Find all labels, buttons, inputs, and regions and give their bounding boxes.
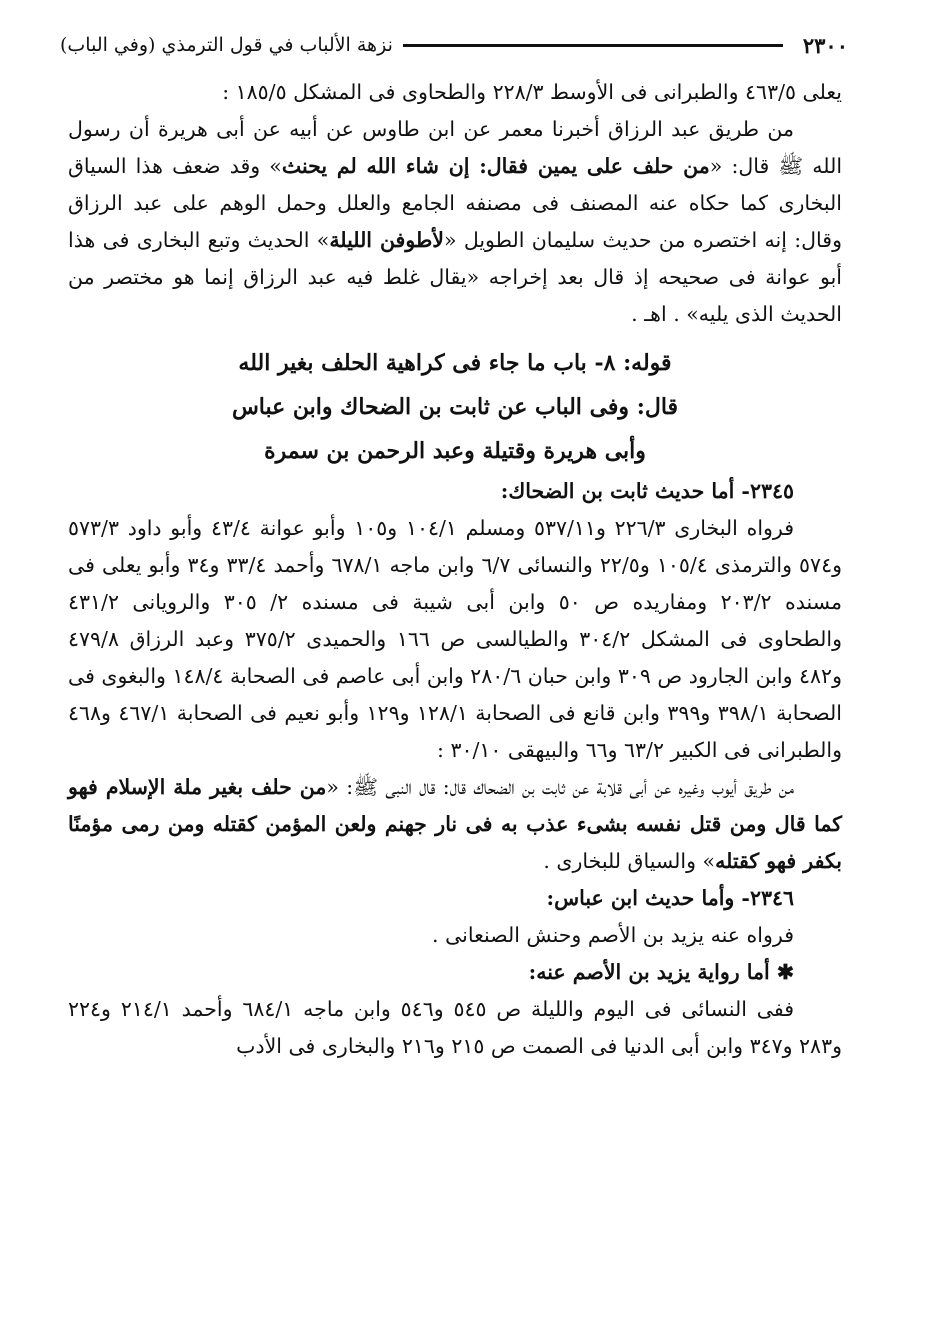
spacer [68,333,842,341]
page-body [68,74,842,1065]
page-number: ٢٣٠٠ [802,32,848,58]
paragraph-2 [68,111,842,333]
paragraph-2-text-a: من طريق عبد الرزاق أخبرنا معمر عن ابن طاوس عن أبيه عن أبى هريرة أن رسول الله ﷺ قال: « [68,117,843,178]
paragraph-5: فرواه عنه يزيد بن الأصم وحنش الصنعانى . [432,923,794,947]
chapter-heading-line-3: وأبى هريرة وقتيلة وعبد الرحمن بن سمرة [264,438,646,464]
paragraph-2-text-c: » الحديث وتبع البخارى فى هذا أبو عوانة فى صحيحه إذ قال بعد إخراجه «يقال غلط فيه عبد الرزاق إنما هو مختصر من الحديث الذى يليه» . اهـ . [68,228,842,326]
chapter-heading-line-1: قوله: ٨- باب ما جاء فى كراهية الحلف بغير الله [238,350,672,376]
paragraph-3: فرواه البخارى ٢٢٦/٣ و٥٣٧/١١ ومسلم ١٠٤/١ و١٠٥ وأبو عوانة ٤٣/٤ وأبو داود ٥٧٣/٣ و٥٧٤ والترمذى ١٠٥/٤ و٢٢/٥ والنسائى ٦/٧ وابن ماجه ٦٧٨/١ وأحمد ٣٣/٤ و٣٤ وأبو يعلى فى مسنده ٢٠٣/٢ ومفاريده ص ٥٠ وابن أبى شيبة فى مسنده ٢/ ٣٠٥ والرويانى ٤٣١/٢ والطحاوى فى المشكل ٣٠٤/٢ والطيالسى ص ١٦٦ والحميدى ٣٧٥/٢ وعبد الرزاق ٤٧٩/٨ و٤٨٢ وابن الجارود ص ٣٠٩ وابن حبان ٢٨٠/٦ وابن أبى عاصم فى الصحابة ١٤٨/٤ والبغوى فى الصحابة ٣٩٨/١ و٣٩٩ وابن قانع فى الصحابة ١٢٨/١ و١٢٩ وأبو نعيم فى الصحابة ٤٦٧/١ و٤٦٨ والطبرانى فى الكبير ٦٣/٢ و٦٦ والبيهقى ٣٠/١٠ : [68,516,843,762]
hadith-quote-1: من حلف على يمين فقال: إن شاء الله لم يحنث [281,154,710,178]
chapter-heading-line-2: قال: وفى الباب عن ثابت بن الضحاك وابن عباس [231,394,679,420]
hadith-quote-2: لأطوفن الليلة [329,228,444,252]
page-header [60,28,848,62]
running-title: نزهة الألباب في قول الترمذي (وفي الباب) [60,34,393,56]
paragraph-1: يعلى ٤٦٣/٥ والطبرانى فى الأوسط ٢٢٨/٣ والطحاوى فى المشكل ١٨٥/٥ : [222,80,842,104]
paragraph-2-text-b: » وقد ضعف هذا السياق البخارى كما حكاه عنه المصنف فى مصنفه الجامع والعلل وحمل الوهم على عبد الرزاق وقال: إنه اختصره من حديث سليمان الطويل « [68,154,842,252]
section-heading-2346: ٢٣٤٦- وأما حديث ابن عباس: [546,886,794,910]
paragraph-4-text-a: من طريق أيوب وغيره عن أبى قلابة عن ثابت بن الضحاك قال: قال النبى ﷺ: « [326,775,794,799]
paragraph-4 [68,769,842,880]
section-heading-yazid: ✱ أما رواية يزيد بن الأصم عنه: [528,960,794,984]
paragraph-6: ففى النسائى فى اليوم والليلة ص ٥٤٥ و٥٤٦ وابن ماجه ٦٨٤/١ وأحمد ٢١٤/١ و٢٢٤ و٢٨٣ و٣٤٧ وابن أبى الدنيا فى الصمت ص ٢١٥ و٢١٦ والبخارى فى الأدب [68,997,842,1058]
header-rule [403,44,783,47]
hadith-quote-3: من حلف بغير ملة الإسلام فهو كما قال ومن قتل نفسه بشىء عذب به فى نار جهنم ولعن المؤمن كقتله ومن رمى مؤمنًا بكفر فهو كقتله [68,775,842,873]
section-heading-2345: ٢٣٤٥- أما حديث ثابت بن الضحاك: [500,479,794,503]
paragraph-4-text-b: » والسياق للبخارى . [543,849,716,873]
